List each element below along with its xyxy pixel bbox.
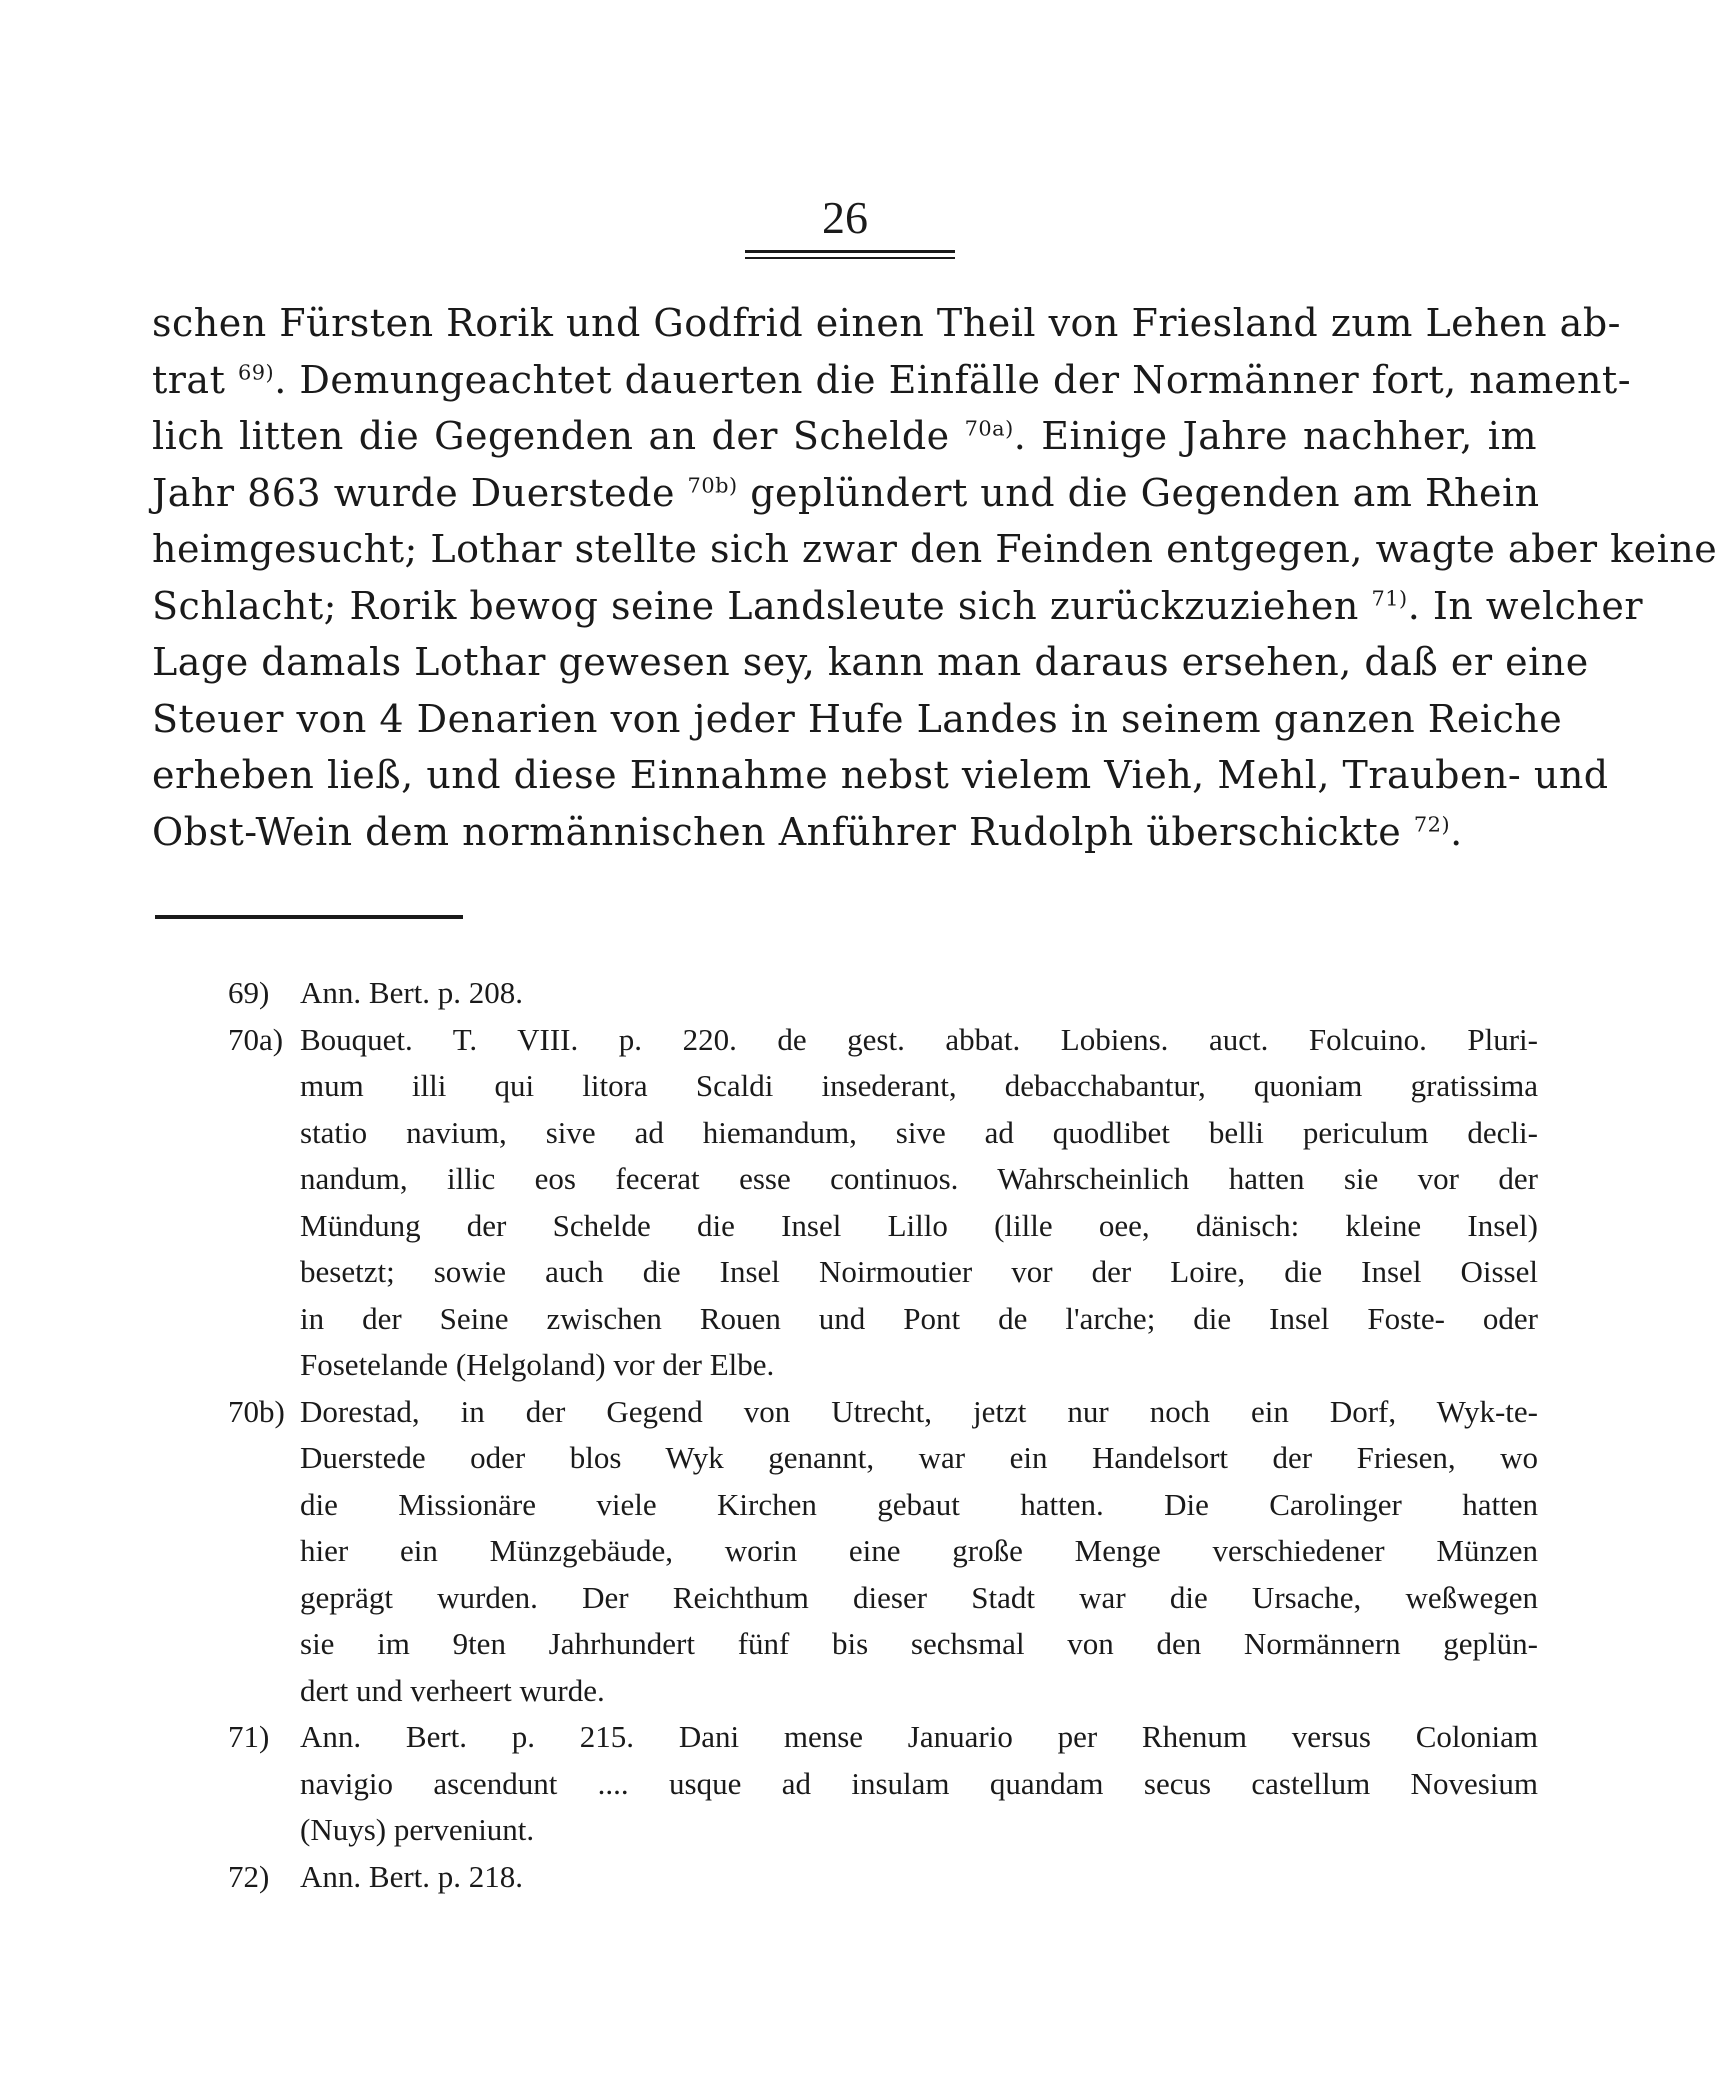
footnote-line: Ann. Bert. p. 208. — [300, 975, 524, 1010]
footnote-line: besetzt; sowie auch die Insel Noirmoutier vor der Loire, die Insel Oissel — [300, 1254, 1538, 1289]
footnote — [228, 1017, 1538, 1389]
footnote-line: in der Seine zwischen Rouen und Pont de l'arche; die Insel Foste- oder — [300, 1300, 1538, 1336]
footnote-label: 70b) — [228, 1393, 285, 1429]
body-line: Schlacht; Rorik bewog seine Landsleute sich zurückzuziehen $^{71)}$. In welcher — [152, 583, 1644, 628]
footnote-label: 71) — [228, 1719, 270, 1754]
body-line: Lage damals Lothar gewesen sey, kann man daraus ersehen, daß er eine — [152, 640, 1589, 684]
footnote-line: Dorestad, in der Gegend von Utrecht, jetzt nur noch ein Dorf, Wyk-te- — [300, 1393, 1538, 1429]
body-line: Obst-Wein dem normännischen Anführer Rudolph überschickte $^{72)}$. — [152, 809, 1463, 854]
footnote-line: Fosetelande (Helgoland) vor der Elbe. — [300, 1347, 775, 1382]
footnote-line: Ann. Bert. p. 218. — [300, 1858, 524, 1894]
body-line: heimgesucht; Lothar stellte sich zwar den Feinden entgegen, wagte aber keine — [152, 527, 1717, 571]
footnote — [228, 970, 1538, 1017]
footnote-line: geprägt wurden. Der Reichthum dieser Stadt war die Ursache, weßwegen — [300, 1579, 1538, 1615]
body-line: erheben ließ, und diese Einnahme nebst vielem Vieh, Mehl, Trauben- und — [152, 753, 1609, 797]
footnote-line: nandum, illic eos fecerat esse continuos. Wahrscheinlich hatten sie vor der — [300, 1161, 1538, 1196]
footnote-line: hier ein Münzgebäude, worin eine große Menge verschiedener Münzen — [300, 1533, 1538, 1568]
footnote — [228, 1854, 1538, 1901]
footnote-label: 72) — [228, 1858, 270, 1894]
body-line: Jahr 863 wurde Duerstede $^{70b)}$ geplündert und die Gegenden am Rhein — [152, 470, 1540, 515]
footnote-line: navigio ascendunt .... usque ad insulam quandam secus castellum Novesium — [300, 1765, 1538, 1801]
footnote-ref: 70a) — [964, 416, 1014, 441]
footnote-ref: 70b) — [687, 472, 738, 497]
footnote-line: dert und verheert wurde. — [300, 1672, 605, 1708]
footnote-line: (Nuys) perveniunt. — [300, 1812, 535, 1847]
footnotes — [228, 970, 1538, 1900]
footnote-line: Ann. Bert. p. 215. Dani mense Januario per Rhenum versus Coloniam — [300, 1719, 1538, 1754]
footnote-label: 70a) — [228, 1021, 284, 1057]
footnote — [228, 1714, 1538, 1854]
body-line: schen Fürsten Rorik und Godfrid einen Theil von Friesland zum Lehen ab- — [152, 301, 1621, 345]
footnote-line: Mündung der Schelde die Insel Lillo (lille oee, dänisch: kleine Insel) — [300, 1207, 1538, 1243]
body-line: lich litten die Gegenden an der Schelde $^{70a)}$. Einige Jahre nachher, im — [152, 414, 1537, 458]
footnote-line: statio navium, sive ad hiemandum, sive ad quodlibet belli periculum decli- — [300, 1114, 1538, 1150]
footnote — [228, 1389, 1538, 1715]
footnote-label: 69) — [228, 975, 270, 1010]
footnote-ref: 69) — [237, 359, 275, 384]
footnote-line: mum illi qui litora Scaldi insederant, debacchabantur, quoniam gratissima — [300, 1068, 1538, 1103]
body-line: Steuer von 4 Denarien von jeder Hufe Landes in seinem ganzen Reiche — [152, 696, 1563, 741]
header-rule — [745, 250, 955, 253]
footnote-line: die Missionäre viele Kirchen gebaut hatten. Die Carolinger hatten — [300, 1486, 1538, 1522]
footnote-line: Duerstede oder blos Wyk genannt, war ein Handelsort der Friesen, wo — [300, 1440, 1538, 1475]
footnote-line: Bouquet. T. VIII. p. 220. de gest. abbat. Lobiens. auct. Folcuino. Pluri- — [300, 1021, 1538, 1057]
header-rule-double — [745, 257, 955, 259]
page-number: 26 — [822, 192, 868, 243]
footnote-divider — [155, 915, 463, 919]
body-line: trat $^{69)}$. Demungeachtet dauerten die Einfälle der Normänner fort, nament- — [152, 357, 1632, 402]
footnote-ref: 71) — [1371, 585, 1408, 610]
footnote-ref: 72) — [1413, 811, 1451, 836]
main-text — [152, 295, 1717, 860]
footnote-line: sie im 9ten Jahrhundert fünf bis sechsmal von den Normännern geplün- — [300, 1626, 1538, 1661]
